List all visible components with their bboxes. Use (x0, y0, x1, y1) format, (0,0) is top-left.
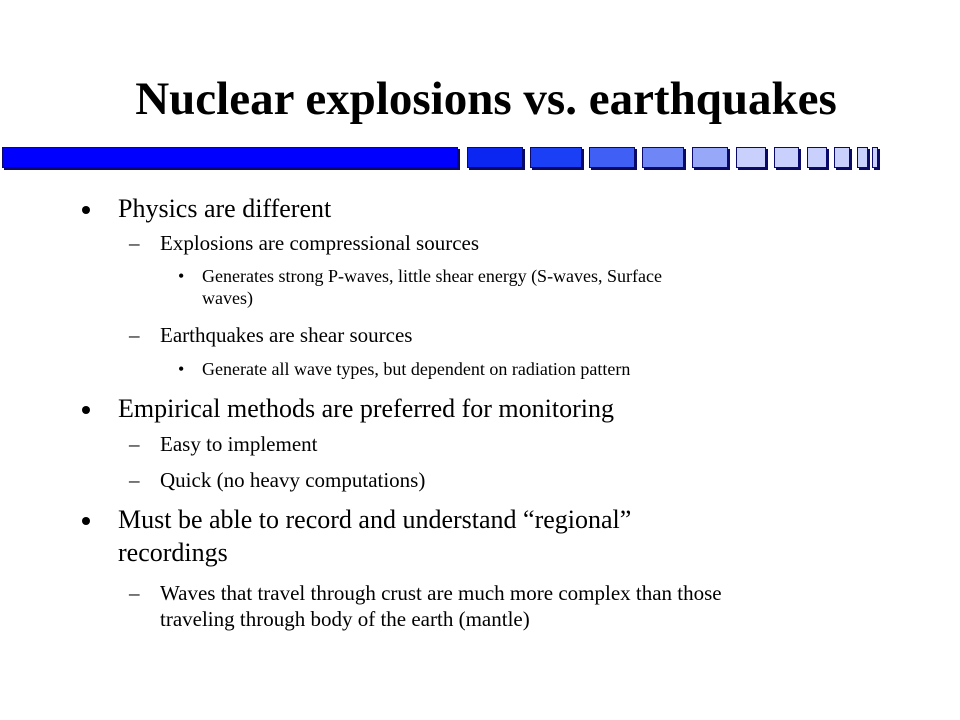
dash-marker-icon: – (129, 468, 140, 492)
slide-title: Nuclear explosions vs. earthquakes (135, 73, 837, 125)
sub-bullet-text: Easy to implement (160, 432, 318, 456)
bullet-text-line: recordings (118, 538, 228, 567)
bullet-text: Physics are different (118, 194, 332, 223)
sub-bullet-text: Earthquakes are shear sources (160, 323, 413, 347)
bullet-marker-icon (82, 406, 90, 414)
sub-bullet-text-line: Waves that travel through crust are much more complex than those (160, 581, 722, 605)
sub-bullet-text: Explosions are compressional sources (160, 231, 480, 255)
sub-bullet-text: Quick (no heavy computations) (160, 468, 426, 492)
sub-sub-bullet-marker-icon: • (178, 266, 185, 286)
bullet-marker-icon (82, 206, 90, 214)
dash-marker-icon: – (129, 581, 140, 605)
sub-sub-bullet-text-line: Generate all wave types, but dependent on radiation pattern (202, 359, 631, 379)
dash-marker-icon: – (129, 231, 140, 255)
bullet-text-line: Must be able to record and understand “regional” (118, 505, 632, 534)
sub-sub-bullet-marker-icon: • (178, 359, 185, 379)
bullet-text: Empirical methods are preferred for monitoring (118, 394, 614, 423)
bullet-marker-icon (82, 517, 90, 525)
dash-marker-icon: – (129, 432, 140, 456)
sub-bullet-text-line: traveling through body of the earth (mantle) (160, 607, 530, 631)
sub-sub-bullet-text-line: waves) (202, 288, 253, 308)
sub-sub-bullet-text-line: Generates strong P-waves, little shear energy (S-waves, Surface (202, 266, 663, 286)
dash-marker-icon: – (129, 323, 140, 347)
